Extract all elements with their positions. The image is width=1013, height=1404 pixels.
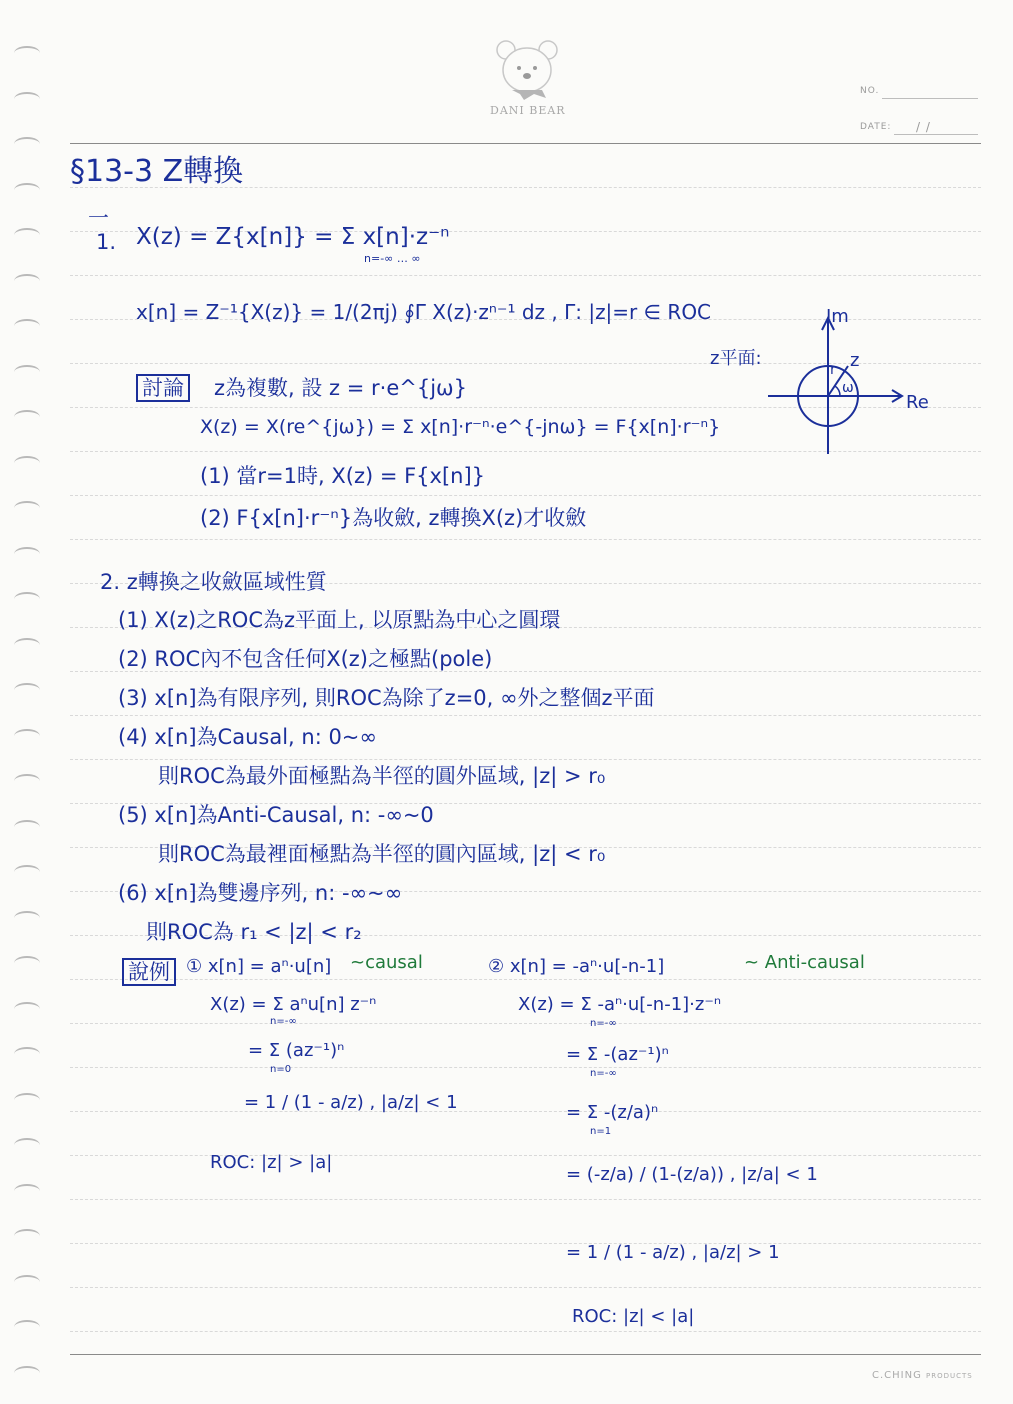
binder-ring [14, 137, 40, 151]
date-field-line [894, 134, 978, 135]
example1-note: ~causal [350, 952, 423, 973]
roc-property-line: 則ROC為最裡面極點為半徑的圓內區域, |z| < r₀ [158, 842, 606, 866]
derivation-line: = Σ -(z/a)ⁿ [566, 1102, 659, 1123]
margin-rule [70, 143, 981, 144]
no-label: NO. [860, 86, 880, 96]
page-title: §13-3 Z轉換 [70, 154, 244, 189]
radius-r-label: r [830, 362, 836, 378]
axis-im-label: Im [826, 306, 849, 327]
binder-ring [14, 820, 40, 834]
binder-ring [14, 183, 40, 197]
binder-ring [14, 365, 40, 379]
derivation-line: = 1 / (1 - a/z) , |a/z| < 1 [244, 1092, 458, 1113]
derivation-line: ROC: |z| > |a| [210, 1152, 333, 1173]
date-value: / / [916, 120, 931, 134]
derivation-line: = Σ -(az⁻¹)ⁿ [566, 1044, 669, 1065]
binder-ring [14, 228, 40, 242]
axis-re-label: Re [906, 392, 929, 413]
roc-property-line: (6) x[n]為雙邊序列, n: -∞~∞ [118, 881, 403, 905]
binder-ring [14, 1229, 40, 1243]
discussion-line-1: z為複數, 設 z = r·e^{jω} [214, 376, 467, 400]
binder-ring [14, 1366, 40, 1380]
roc-property-line: (2) ROC內不包含任何X(z)之極點(pole) [118, 647, 493, 671]
discussion-label: 討論 [136, 372, 190, 402]
section2-heading: 2. z轉換之收斂區域性質 [100, 570, 327, 594]
bear-logo-icon [494, 38, 560, 102]
derivation-line: X(z) = Σ aⁿu[n] z⁻ⁿ [210, 994, 377, 1015]
ruled-line [70, 1155, 981, 1156]
z-transform-definition: X(z) = Z{x[n]} = Σ x[n]·z⁻ⁿ [136, 224, 450, 250]
ruled-line [70, 715, 981, 716]
roc-property-line: (4) x[n]為Causal, n: 0~∞ [118, 725, 377, 749]
binder-ring [14, 319, 40, 333]
binder-ring [14, 547, 40, 561]
sum-bound-label: n=-∞ [590, 1068, 617, 1079]
discussion-line-4: (2) F{x[n]·r⁻ⁿ}為收斂, z轉換X(z)才收斂 [200, 506, 587, 530]
section1-bullet: 一 [88, 206, 109, 230]
ruled-line [70, 275, 981, 276]
derivation-line: = (-z/a) / (1-(z/a)) , |z/a| < 1 [566, 1164, 818, 1185]
binder-ring [14, 1138, 40, 1152]
ruled-line [70, 1243, 981, 1244]
binder-ring [14, 592, 40, 606]
roc-property-line: 則ROC為 r₁ < |z| < r₂ [146, 920, 362, 944]
discussion-line-3: (1) 當r=1時, X(z) = F{x[n]} [200, 464, 486, 488]
binder-ring [14, 774, 40, 788]
example-label: 說例 [122, 956, 176, 986]
derivation-line: X(z) = Σ -aⁿ·u[-n-1]·z⁻ⁿ [518, 994, 722, 1015]
binder-ring [14, 956, 40, 970]
binder-ring [14, 638, 40, 652]
z-plane-label: z平面: [710, 348, 762, 369]
brand-name: DANI BEAR [490, 104, 566, 117]
binder-ring [14, 1047, 40, 1061]
section1-item-number: 1. [96, 230, 117, 254]
ruled-line [70, 539, 981, 540]
binder-ring [14, 501, 40, 515]
ruled-line [70, 979, 981, 980]
sum-bound-label: n=-∞ [270, 1016, 297, 1027]
point-z-label: z [850, 350, 860, 371]
binder-ring [14, 865, 40, 879]
discussion-line-2: X(z) = X(re^{jω}) = Σ x[n]·r⁻ⁿ·e^{-jnω} = F{x[n]·r⁻ⁿ} [200, 416, 721, 438]
example2-head: ② x[n] = -aⁿ·u[-n-1] [488, 956, 665, 977]
ruled-line [70, 1023, 981, 1024]
roc-property-line: (1) X(z)之ROC為z平面上, 以原點為中心之圓環 [118, 608, 561, 632]
binder-ring [14, 456, 40, 470]
date-label: DATE: [860, 122, 892, 132]
footer-brand: C.CHING PRODUCTS [872, 1370, 973, 1381]
binder-ring [14, 1002, 40, 1016]
derivation-line: = 1 / (1 - a/z) , |a/z| > 1 [566, 1242, 780, 1263]
binder-ring [14, 1093, 40, 1107]
example1-head: ① x[n] = aⁿ·u[n] [186, 956, 332, 977]
sum-bounds: n=-∞ … ∞ [364, 252, 421, 265]
binder-ring [14, 410, 40, 424]
no-field-line [882, 98, 978, 99]
inverse-z-transform: x[n] = Z⁻¹{X(z)} = 1/(2πj) ∮Γ X(z)·zⁿ⁻¹ dz , Γ: |z|=r ∈ ROC [136, 300, 712, 324]
example2-note: ~ Anti-causal [744, 952, 865, 973]
binder-ring [14, 1320, 40, 1334]
sum-bound-label: n=1 [590, 1126, 612, 1137]
roc-property-line: (3) x[n]為有限序列, 則ROC為除了z=0, ∞外之整個z平面 [118, 686, 655, 710]
binder-ring [14, 1275, 40, 1289]
roc-property-line: 則ROC為最外面極點為半徑的圓外區域, |z| > r₀ [158, 764, 606, 788]
binder-ring [14, 911, 40, 925]
derivation-line: ROC: |z| < |a| [572, 1306, 695, 1327]
ruled-line [70, 1067, 981, 1068]
margin-rule [70, 1354, 981, 1355]
binder-ring [14, 1184, 40, 1198]
binder-ring [14, 274, 40, 288]
binder-ring [14, 46, 40, 60]
roc-property-line: (5) x[n]為Anti-Causal, n: -∞~0 [118, 803, 434, 827]
ruled-line [70, 495, 981, 496]
binder-ring [14, 683, 40, 697]
ruled-line [70, 1199, 981, 1200]
ruled-line [70, 1111, 981, 1112]
ruled-line [70, 1331, 981, 1332]
sum-bound-label: n=-∞ [590, 1018, 617, 1029]
sum-bound-label: n=0 [270, 1064, 292, 1075]
ruled-line [70, 1287, 981, 1288]
binder-ring [14, 92, 40, 106]
binder-ring [14, 729, 40, 743]
angle-omega-label: ω [842, 380, 854, 396]
derivation-line: = Σ (az⁻¹)ⁿ [248, 1040, 345, 1061]
